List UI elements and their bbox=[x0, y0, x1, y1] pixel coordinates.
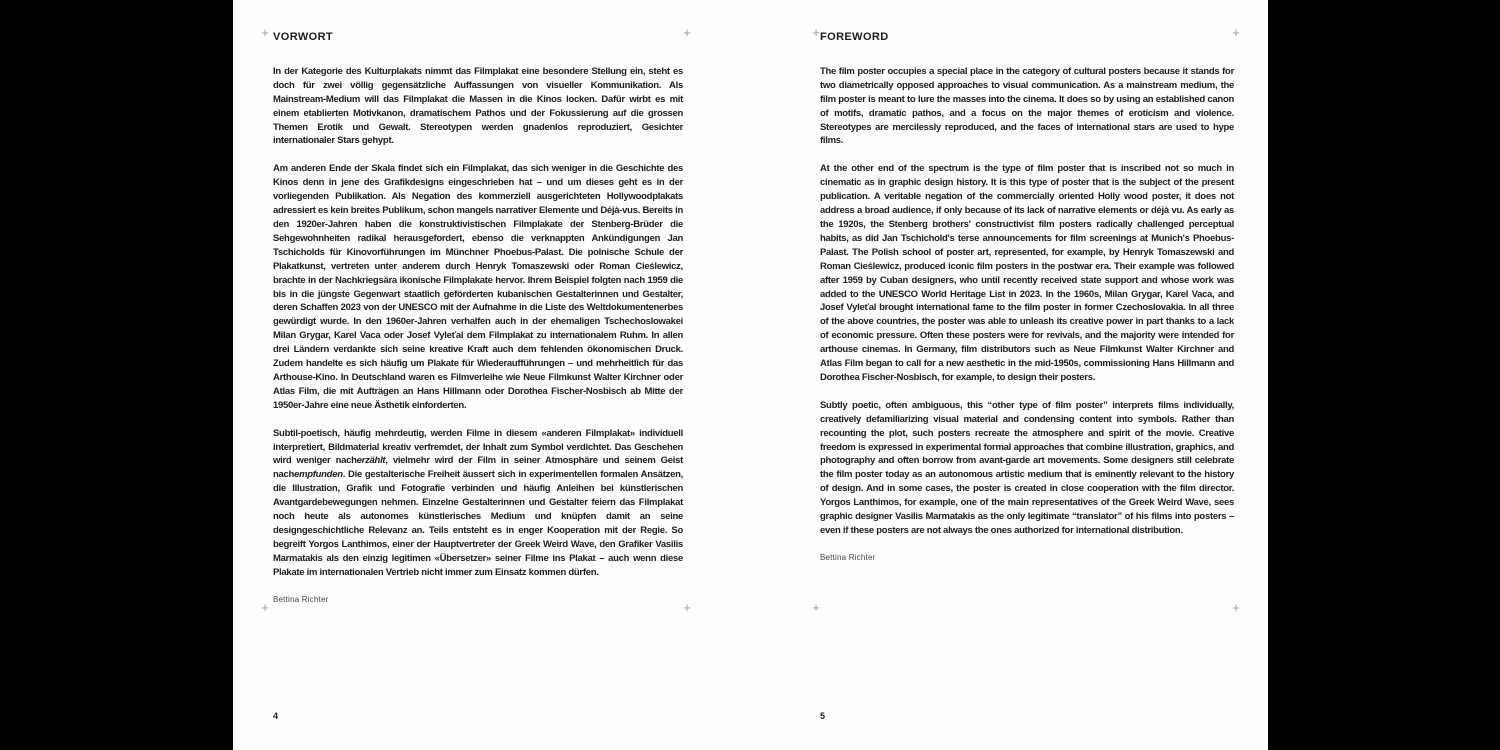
author-signature: Bettina Richter bbox=[820, 552, 876, 562]
crop-mark-icon: + bbox=[261, 600, 269, 615]
paragraph: At the other end of the spectrum is the type of film poster that is inscribed not so much in cinematic as in graphic design history. It is this type of poster that is the subject of the present publication. A veritable negation of the commercially oriented Holly wood poster, it does not address a broad audience, if only because of its lack of narrative elements or déjà vu. As early as the 1920s, the Stenberg brothers' constructivist film posters radically challenged perceptual habits, as did Jan Tschichold's terse announcements for film screenings at Munich's Phoebus-Palast. The Polish school of poster art, represented, for example, by Henryk Tomaszewski and Roman Cieślewicz, produced iconic film posters in the postwar era. Their example was followed after 1959 by Cuban designers, who until recently received state support and whose work was added to the UNESCO World Heritage List in 2023. In the 1960s, Milan Grygar, Karel Vaca, and Josef Vyleťal brought international fame to the film poster in former Czechoslovakia. In all three of the above countries, the poster was able to unleash its creative power in part thanks to a lack of economic pressure. Often these posters were for revivals, and the majority were intended for arthouse cinemas. In Germany, film distributors such as Neue Filmkunst Walter Kirchner and Atlas Film began to call for a new aesthetic in the mid-1950s, commissioning Hans Hillmann and Dorothea Fischer-Nosbisch, for example, to design their posters. bbox=[820, 163, 1234, 383]
paragraph: Am anderen Ende der Skala findet sich ein Filmplakat, das sich weniger in die Geschichte des Kinos denn in jene des Grafikdesigns eingeschrieben hat – und um dieses geht es in der vorliegenden Publikation. Als Negation des kommerziell ausgerichteten Hollywoodplakats adressiert es kein breites Publikum, schon mangels narrativer Elemente und Déjà-vus. Bereits in den 1920er-Jahren haben die konstruktivistischen Filmplakate der Stenberg-Brüder die Sehgewohnheiten radikal herausgefordert, ebenso die verknappten Ankündigungen Jan Tschicholds für Kinovorführungen im Münchner Phoebus-Palast. Die polnische Schule der Plakatkunst, vertreten unter anderem durch Henryk Tomaszewski oder Roman Cieślewicz, brachte in der Nachkriegsära ikonische Filmplakate hervor. Ihrem Beispiel folgten nach 1959 die bis in die jüngste Gegenwart staatlich geförderten kubanischen Gestalterinnen und Gestalter, deren Schaffen 2023 von der UNESCO mit der Aufnahme in die Liste des Weltdokumentenerbes gewürdigt wurde. In den 1960er-Jahren verhalfen auch in der ehemaligen Tschechoslowakei Milan Grygar, Karel Vaca oder Josef Vyleťal dem Filmplakat zu internationalem Ruhm. In allen drei Ländern verdankte sich seine kreative Kraft auch dem fehlenden ökonomischen Druck. Zudem handelte es sich häufig um Plakate für Wiederaufführungen – und mehrheitlich für das Arthouse-Kino. In Deutschland waren es Filmverleihe wie Neue Filmkunst Walter Kirchner oder Atlas Film, die mit Aufträgen an Hans Hillmann oder Dorothea Fischer-Nosbisch ab Mitte der 1950er-Jahre eine neue Ästhetik einforderten. bbox=[273, 163, 683, 411]
paragraph: In der Kategorie des Kulturplakats nimmt das Filmplakat eine besondere Stellung ein, steht es doch für zwei völlig gegensätzliche Auffassungen von visueller Kommunikation. Als Mainstream-Medium will das Filmplakat die Massen in die Kinos locken. Dafür wirbt es mit einem etablierten Motivkanon, dramatischem Pathos und der Fokussierung auf die grossen Themen Erotik und Gewalt. Stereotypen werden gnadenlos reproduziert, Gesichter internationaler Stars gehypt. bbox=[273, 65, 683, 147]
crop-mark-icon: + bbox=[1232, 600, 1240, 615]
paragraph: The film poster occupies a special place in the category of cultural posters because it stands for two diametrically opposed approaches to visual communication. As a mainstream medium, the film poster is meant to lure the masses into the cinema. It does so by using an established canon of motifs, dramatic pathos, and a focus on the major themes of eroticism and violence. Stereotypes are mercilessly reproduced, and the faces of international stars are used to hype films. bbox=[820, 65, 1234, 147]
right-page bbox=[820, 31, 1234, 565]
page-number-right: 5 bbox=[820, 711, 826, 721]
author-signature: Bettina Richter bbox=[273, 594, 329, 604]
paragraph: Subtil-poetisch, häufig mehrdeutig, werden Filme in diesem «anderen Filmplakat» individuell interpretiert, Bildmaterial kreativ verfremdet, der Inhalt zum Symbol verdichtet. Das Geschehen wird weniger nacherzählt, vielmehr wird der Film in seiner Atmosphäre und seinem Geist nachempfunden. Die gestalterische Freiheit äussert sich in experimentellen formalen Ansätzen, die Illustration, Grafik und Fotografie verbinden und häufig Anleihen bei künstlerischen Avantgardebewegungen nehmen. Einzelne Gestalterinnen und Gestalter feiern das Filmplakat noch heute als autonomes künstlerisches Medium und knüpfen damit an seine designgeschichtliche Relevanz an. Teils entsteht es in enger Kooperation mit der Regie. So begreift Yorgos Lanthimos, einer der Hauptvertreter der Greek Weird Wave, den Grafiker Vasilis Marmatakis als den einzig legitimen «Übersetzer» seiner Filme ins Plakat – auch wenn diese Plakate im internationalen Vertrieb nicht immer zum Einsatz kommen dürfen. bbox=[273, 427, 683, 578]
left-page bbox=[273, 31, 683, 607]
crop-mark-icon: + bbox=[261, 25, 269, 40]
crop-mark-icon: + bbox=[1232, 25, 1240, 40]
page-number-left: 4 bbox=[273, 711, 279, 721]
crop-mark-icon: + bbox=[683, 600, 691, 615]
crop-mark-icon: + bbox=[812, 600, 820, 615]
crop-mark-icon: + bbox=[812, 25, 820, 40]
right-page-body bbox=[820, 65, 1234, 538]
crop-mark-icon: + bbox=[683, 25, 691, 40]
book-spread bbox=[233, 0, 1268, 750]
left-page-body bbox=[273, 65, 683, 580]
page-title-foreword: FOREWORD bbox=[820, 31, 889, 43]
page-title-vorwort: VORWORT bbox=[273, 31, 334, 43]
paragraph: Subtly poetic, often ambiguous, this “other type of film poster” interprets films individually, creatively defamiliarizing visual material and condensing content into symbols. Rather than recounting the plot, such posters recreate the atmosphere and spirit of the movie. Creative freedom is expressed in experimental formal approaches that combine illustration, graphics, and photography and often borrow from avant-garde art movements. Some designers still celebrate the film poster today as an autonomous artistic medium that is eminently relevant to the history of design. And in some cases, the poster is created in close cooperation with the film director. Yorgos Lanthimos, for example, one of the main representatives of the Greek Weird Wave, sees graphic designer Vasilis Marmatakis as the only legitimate “translator” of his films into posters – even if these posters are not always the ones authorized for international distribution. bbox=[820, 399, 1234, 536]
